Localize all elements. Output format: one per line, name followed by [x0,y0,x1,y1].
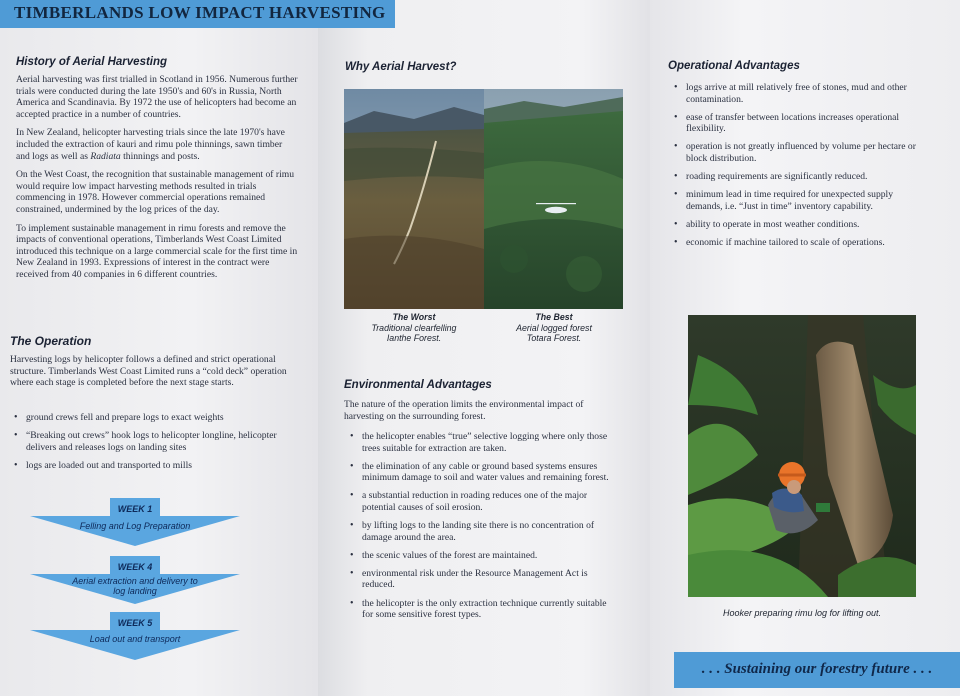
why-heading: Why Aerial Harvest? [345,61,457,73]
list-item: • logs arrive at mill relatively free of stones, mud and other contamination. [670,82,920,105]
clearfelling-photo [344,89,484,309]
history-paragraph-3: On the West Coast, the recognition that sustainable management of rimu would require low impact harvesting methods resulted in trials commencing in 1978. However commercial operations remained constrained, undermined by the log prices of the day. [16,169,295,215]
list-item: • the scenic values of the forest are maintained. [346,550,616,562]
operational-heading: Operational Advantages [668,60,800,72]
week-4-desc: Aerial extraction and delivery to log landing [72,576,198,596]
history-text [16,74,298,288]
list-item: • by lifting logs to the landing site there is no concentration of damage around the area. [346,520,616,543]
hooker-photo [688,315,916,597]
operational-list [670,82,920,255]
history-paragraph-1: Aerial harvesting was first trialled in Scotland in 1956. Numerous further trials were conducted during the late 1950's and 60's in Russia, North America and Scandinavia. By 1972 the use of helicopters had become an accepted practice in a number of countries. [16,74,298,120]
list-item: • a substantial reduction in roading reduces one of the major potential causes of soil erosion. [346,490,616,513]
history-paragraph-4: To implement sustainable management in rimu forests and remove the impacts of conventional operations, Timberlands West Coast Limited introduced this technique on a large commercial scale for the first time in New Zealand in 1993. Expressions of interest in the contract were received from 40 companies in 6 different countries. [16,222,298,280]
best-line-2: Totara Forest. [526,333,582,343]
list-item: • roading requirements are significantly reduced. [670,171,920,183]
week-5-arrow [30,612,240,660]
history-heading: History of Aerial Harvesting [16,56,168,68]
list-item: • operation is not greatly influenced by volume per hectare or block distribution. [670,141,920,164]
week-1-arrow [30,498,240,546]
footer-slogan: . . . Sustaining our forestry future . . . [701,661,933,677]
best-line-1: Aerial logged forest [516,322,592,333]
list-item: • the helicopter is the only extraction technique currently suitable for some sensitive forest types. [346,598,616,621]
list-item: • ground crews fell and prepare logs to exact weights [10,412,300,424]
page-title: TIMBERLANDS LOW IMPACT HARVESTING [14,3,386,22]
list-item: • environmental risk under the Resource Management Act is reduced. [346,568,616,591]
week-1-label: WEEK 1 [117,504,153,514]
operation-steps-list [10,412,300,478]
week-5-label: WEEK 5 [117,618,153,628]
week-5-desc: Load out and transport [89,634,181,644]
aerial-logged-photo [484,89,623,309]
list-item: • the elimination of any cable or ground based systems ensures minimum damage to soil and water values and remaining forest. [346,461,616,484]
footer-banner [674,652,960,688]
list-item: • the helicopter enables “true” selective logging where only those trees suitable for extraction are taken. [346,431,616,454]
title-banner [0,0,395,28]
worst-caption [354,312,474,344]
operation-heading: The Operation [10,334,92,348]
list-item: • logs are loaded out and transported to mills [10,460,300,472]
list-item: • economic if machine tailored to scale of operations. [670,237,920,249]
worst-line-1: Traditional clearfelling [371,322,457,333]
week-4-label: WEEK 4 [117,562,153,572]
environmental-heading: Environmental Advantages [344,379,492,391]
worst-title: The Worst [392,312,436,322]
history-paragraph-2: In New Zealand, helicopter harvesting trials since the late 1970's have included the extraction of kauri and rimu pole thinnings, sawn timber and logs as well as Radiata thinnings and posts. [16,127,285,162]
list-item: • minimum lead in time required for unexpected supply demands, i.e. “Just in time” inventory capability. [670,189,920,212]
week-1-desc: Felling and Log Preparation [79,521,191,531]
environmental-list [346,431,616,627]
hooker-caption: Hooker preparing rimu log for lifting out. [722,608,882,618]
best-title: The Best [535,312,573,322]
list-item: • ability to operate in most weather conditions. [670,219,920,231]
best-caption [494,312,614,344]
list-item: • “Breaking out crews” hook logs to helicopter longline, helicopter delivers and releases logs on landing sites [10,430,300,453]
environmental-intro: The nature of the operation limits the environmental impact of harvesting on the surrounding forest. [344,399,584,422]
list-item: • ease of transfer between locations increases operational flexibility. [670,112,920,135]
week-4-arrow [30,556,240,604]
worst-line-2: Ianthe Forest. [386,333,442,343]
operation-intro: Harvesting logs by helicopter follows a defined and strict operational structure. Timberlands West Coast Limited runs a “cold deck” operation where each stage is completed before the next stage starts. [10,354,287,389]
